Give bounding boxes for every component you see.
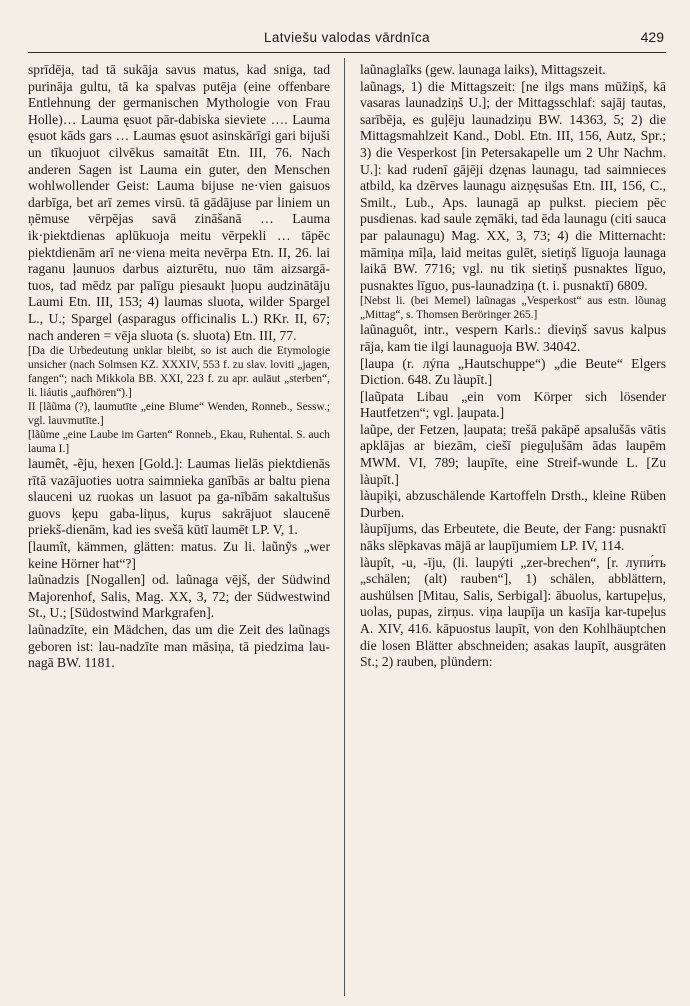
- entry-laupe: laũpe, der Fetzen, ļaupata; trešā pakāpē apsalušās vātis apklājas ar biezām, ciešī pieguļušām ādas laupēm MWM. VI, 789; laupīte, eine Streif-wunde L. [Zu làupīt.]: [360, 421, 666, 487]
- entry-lauma-continued: sprīdēja, tad tā sukāja savus matus, kad sniga, tad purināja gultu, tā ka spalvas putēja (eine offenbare Entlehnung der germanischen Mythologie von Frau Holle)… Lauma ęsuot pār-dabiska sieviete …. Lauma ęsuot kāds gars … Laumas ęsuot asinskārīgi gari bijuši un tīkuojuot cilvēkus samaitāt Etn. III, 76. Nach anderen Sagen ist Lauma ein guter, den Menschen wohlwollender Geist: Lauma bijuse ne·vien gaisuos darbīga, bet arī zemes virsū. tā gādājuse par liniem un ņēmuse vērpējas savā zināšanā … Lauma ik·piektdienas aplūkuoja meitu vērpekli … tāpēc piektdienām arī ne·viena meita nevērpa Etn. II, 26. lai raganu ļaunuos darbus aizturētu, nuo tām aizsargā-tuos, tad mēdz par palīgu piesaukt ļuopu audzinātāju Laumi Etn. III, 153; 4) laumas sluota, wilder Spargel L., U.; Spargel (asparagus officinalis L.) RKr. II, 67; nach anderen = vēja sluota (s. sluota) Etn. III, 77.: [28, 62, 330, 343]
- entry-laumet: laumêt, -ẽju, hexen [Gold.]: Laumas lielās piektdienās rītā vazājuoties uotra saimnieka ganībās ar baltu piena slauceni uz ruokas un lasuot pa ga-nībām sakaltušus guovs ķepu gaba-liņus, kuŗus sakrājuot slaucenē priekš-dienām, kad ies svešā kūtī laumēt LP. V, 1.: [28, 456, 330, 538]
- entry-laupit: làupît, -u, -īju, (li. laupýti „zer-brechen“, [r. лупи́ть „schälen; (alt) rauben“], 1) schälen, abblättern, aushülsen [Mitau, Salis, Serbigal]: ābuolus, kartupeļus, uolas, pupas, zirņus. viņa laupīja un kasīja kar-tupeļus A. XIV, 416. kāpuostus laupīt, von den Kohlhäuptchen die losen Blätter abschneiden; asakas laupīt, ausgräten St.; 2) rauben, plündern:: [360, 554, 666, 670]
- entry-laupijums: làupījums, das Erbeutete, die Beute, der Fang: pusnaktī nāks slēpkavas mājā ar laupījumiem LP. IV, 114.: [360, 521, 666, 554]
- entry-launa-ii: II [lãũma (?), laumutīte „eine Blume“ Wenden, Ronneb., Sessw.; vgl. lauvmutīte.]: [28, 401, 330, 428]
- entry-laumit: [laumît, kämmen, glätten: matus. Zu li. laũnỹs „wer keine Hörner hat“?]: [28, 539, 330, 571]
- entry-launadzis: laũnadzis [Nogallen] od. laũnaga vējš, der Südwind Majorenhof, Salis, Mag. XX, 3, 72; der Südwestwind St., U.; [Südostwind Markgrafen].: [28, 572, 330, 621]
- entry-laupata: [laũpata Libau „ein vom Körper sich lösender Hautfetzen“; vgl. ļaupata.]: [360, 388, 666, 421]
- etymology-note-launags: [Nebst li. (bei Memel) laũnagas „Vesperkost“ aus estn. lõunag „Mittag“, s. Thomsen Beröringer 265.]: [360, 295, 666, 322]
- entry-laupiki: làupiķi, abzuschälende Kartoffeln Drsth., kleine Rüben Durben.: [360, 488, 666, 520]
- left-column: [28, 62, 330, 672]
- page-header: [28, 26, 666, 53]
- page-number: 429: [640, 29, 664, 45]
- entry-laupa: [laupa (r. лýпа „Hautschuppe“) „die Beute“ Elgers Diction. 648. Zu làupīt.]: [360, 355, 666, 388]
- entry-launaglaiks: laũnaglaĩks (gew. launaga laiks), Mittagszeit.: [360, 62, 606, 77]
- entry-launaguot: laũnaguôt, intr., vespern Karls.: dieviņš savus kalpus rāja, kam tie ilgi launaguoja BW. 34042.: [360, 322, 666, 354]
- entry-launadzite: laũnadzīte, ein Mädchen, das um die Zeit des laũnags geboren ist: lau-nadzīte man māsiņa, tā piedzima lau-nagā BW. 1181.: [28, 622, 330, 671]
- right-column: [360, 62, 666, 671]
- entry-laume: [lãũme „eine Laube im Garten“ Ronneb., Ekau, Ruhental. S. auch lauma I.]: [28, 429, 330, 456]
- etymology-note-lauma: [Da die Urbedeutung unklar bleibt, so ist auch die Etymologie unsicher (nach Solmsen KZ. XXXIV, 553 f. zu slav. loviti „jagen, fangen“; nach Mikkola BB. XXI, 223 f. zu apr. aulāut „sterben“, li. liáutis „aufhören“).]: [28, 345, 330, 400]
- running-title: Latviešu valodas vārdnīca: [263, 30, 431, 45]
- column-divider: [344, 58, 345, 996]
- entry-launags: laũnags, 1) die Mittagszeit: [ne ilgs mans mūžiņš, kā vasaras launadziņš U.]; der Mittagsschlaf: sajāj tautas, sarībēja, es guļēju launadziņu BW. 14363, 5; 2) die Mittagsmahlzeit Kand., Dobl. Etn. III, 156, Autz, Spr.; 3) die Vesperkost [in Petersakapelle um 2 Uhr Nachm. U.]: kad rudenī gājēji dzęnas launagu, tad saimnieces atbild, ka dzērves launagu aizņęsušas Etn. III, 156, C., Smilt., Lub., Aps. launagā ap pulkst. pieciem pēc pusdienas. kad saule zęmāki, tad ēda launagu (citi sauca par palaunagu) Mag. XX, 3, 73; 4) die Mitternacht: māmiņa mīļa, laid meitas gulēt, sietiņš līguoja launaga laikā BW. 7716; vgl. nu tik sietiņš pusnaktes līguo, pusnaktes līguo, pus-launadziņa (t. i. pusnaktī) 6809.: [360, 78, 666, 293]
